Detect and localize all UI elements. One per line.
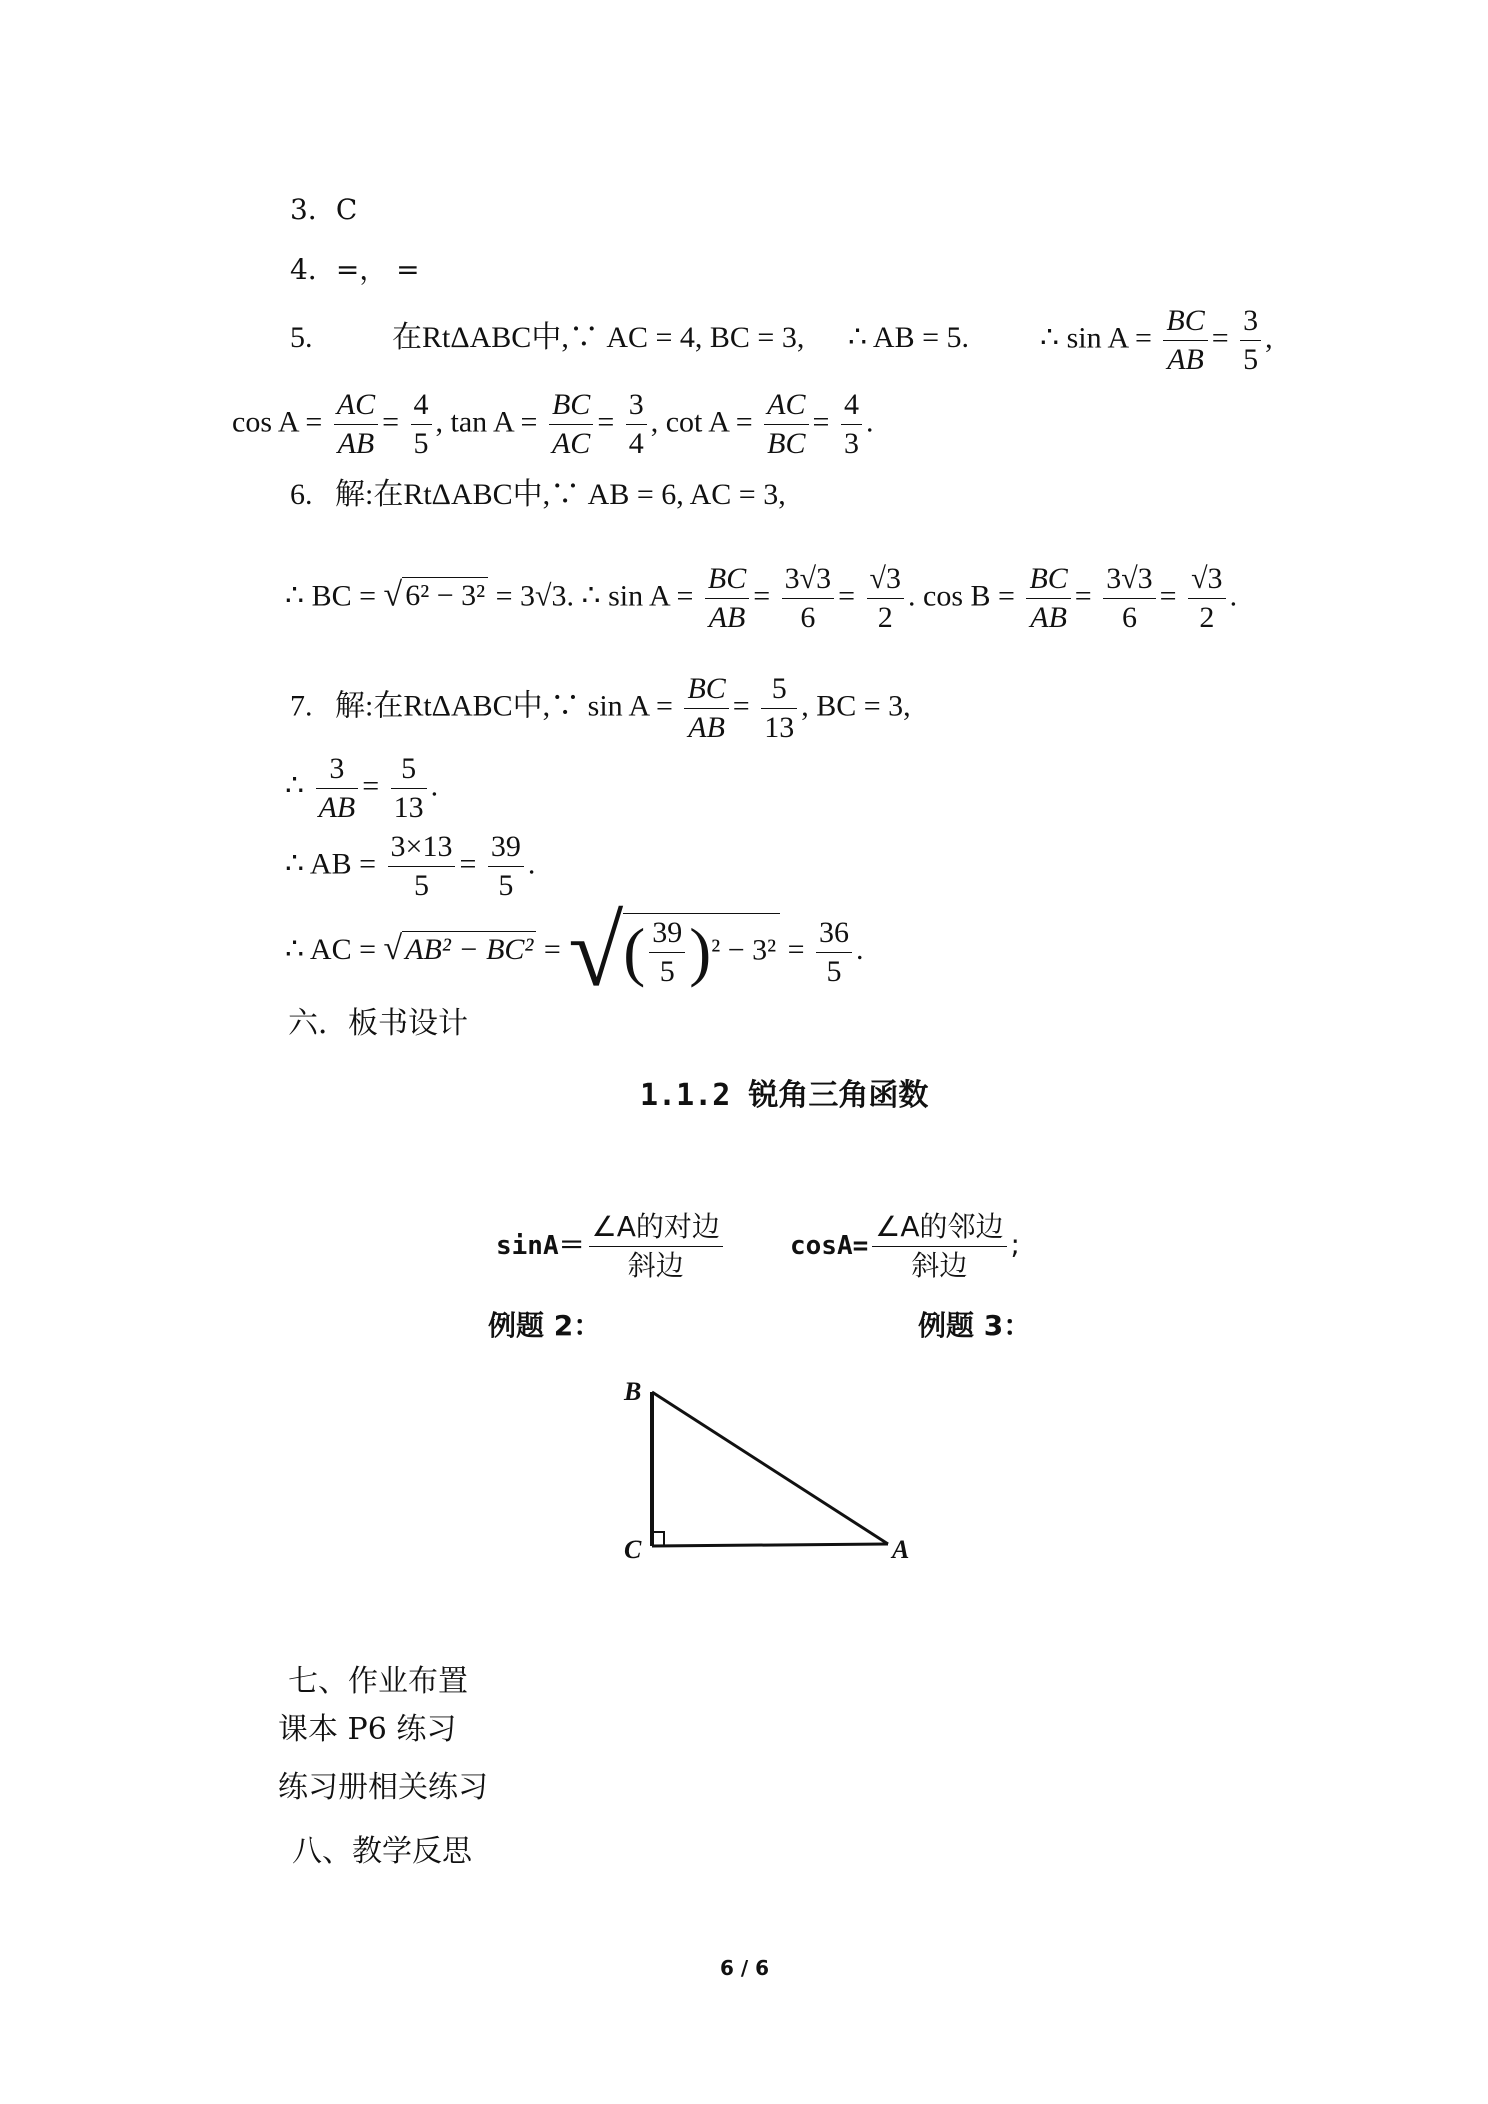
board-title: 1.1.2 锐角三角函数	[640, 1078, 929, 1113]
denominator: 5	[413, 869, 429, 902]
board-sin	[496, 1208, 727, 1285]
denominator: 斜边	[627, 1249, 684, 1282]
example-3-label: 例题 3：	[918, 1309, 1032, 1342]
fraction	[1163, 302, 1207, 379]
numerator: ∠A的对边	[589, 1208, 723, 1247]
numerator: 4	[841, 386, 862, 425]
fraction	[626, 386, 647, 463]
denominator: 斜边	[911, 1249, 968, 1282]
denominator: AB	[318, 791, 356, 824]
numerator: BC	[549, 386, 593, 425]
denominator: BC	[767, 427, 806, 460]
numerator: BC	[705, 560, 749, 599]
side-ca	[652, 1544, 888, 1546]
right-triangle-diagram	[610, 1368, 930, 1568]
answer-3: 3．C	[290, 193, 358, 226]
fraction	[867, 560, 904, 637]
numerator: BC	[1026, 560, 1070, 599]
denominator: 5	[659, 955, 675, 988]
intro-end: , BC = 3,	[801, 689, 911, 723]
section-6-heading: 六．板书设计	[288, 1006, 468, 1041]
numerator: 4	[411, 386, 432, 425]
denominator: 5	[413, 427, 429, 460]
denominator: 4	[628, 427, 644, 460]
cos-prefix: . cos B =	[908, 579, 1015, 613]
denominator: 2	[877, 601, 893, 634]
sin-label: sinA＝	[496, 1231, 585, 1261]
answer-5-number: 5.	[290, 321, 313, 354]
denominator: 5	[826, 954, 842, 988]
numerator: BC	[1163, 302, 1207, 341]
fraction	[1240, 302, 1261, 379]
answer-7-step3: ∴ AC = √ AB² − BC² = √( $\frac{39}{5}$ )² − 3² = $\frac{36}{5}$ .	[285, 896, 864, 1007]
numerator: 39	[488, 828, 524, 867]
right-paren-icon: )	[689, 915, 712, 989]
fraction	[1103, 560, 1155, 637]
fraction	[684, 670, 728, 747]
fraction	[782, 560, 834, 637]
page-number: 6 / 6	[720, 1956, 770, 1980]
fraction	[764, 386, 808, 463]
fraction	[761, 670, 797, 747]
answer-6-number: 6.	[290, 478, 313, 511]
denominator: 6	[1121, 601, 1137, 634]
fraction	[816, 914, 852, 991]
homework-item-2: 练习册相关练习	[278, 1770, 488, 1805]
denominator: AB	[708, 601, 746, 634]
numerator: 3×13	[388, 828, 456, 867]
answer-5-ab: ∴ AB = 5.	[848, 321, 970, 354]
radicand: AB² − BC²	[402, 931, 536, 968]
side-ab	[652, 1392, 888, 1544]
numerator: BC	[684, 670, 728, 709]
tan-prefix: , tan A =	[435, 405, 538, 439]
fraction	[391, 750, 427, 827]
answer-6-intro	[290, 475, 786, 515]
numerator: 3	[1240, 302, 1261, 341]
semicolon: ;	[1010, 1228, 1020, 1261]
answer-6-solution: ∴ BC = √ 6² − 3² = 3√3. ∴ sin A = $\frac{BC}{AB}$ = $\frac{3√3}{6}$ = $\frac{√3}{2}$ . cos B = $\frac{BC}{AB}$ = $\frac{3√3}{6}$ = $\frac{√3}{2}$ .	[285, 560, 1237, 637]
fraction	[388, 828, 456, 905]
vertex-a-label: A	[892, 1535, 910, 1564]
fraction	[589, 1208, 723, 1285]
cos-label: cosA=	[790, 1231, 869, 1261]
numerator: √3	[1188, 560, 1225, 599]
numerator: AC	[764, 386, 808, 425]
denominator: AB	[337, 427, 375, 460]
denominator: 6	[800, 601, 816, 634]
answer-5-intro: 在RtΔABC中,∵ AC = 4, BC = 3,	[392, 321, 805, 354]
sqrt-icon: √	[568, 896, 624, 1007]
denominator: AC	[551, 427, 591, 460]
section-7-heading: 七、作业布置	[288, 1664, 468, 1699]
numerator: AC	[334, 386, 378, 425]
fraction	[316, 750, 359, 827]
answer-5-ratios: cos A = $\frac{AC}{AB}$ = $\frac{4}{5}$ , tan A = $\frac{BC}{AC}$ = $\frac{3}{4}$ , cot A = $\frac{AC}{BC}$ = $\frac{4}{3}$ .	[232, 386, 873, 463]
cos-prefix: cos A =	[232, 405, 323, 439]
answer-7-text: 解:在RtΔABC中,∵ sin A =	[335, 689, 673, 723]
denominator: AB	[688, 711, 725, 744]
left-paren-icon: (	[623, 915, 646, 989]
section-8-heading: 八、教学反思	[292, 1834, 472, 1869]
numerator: 3	[626, 386, 647, 425]
numerator: 3√3	[1103, 560, 1155, 599]
board-cos	[790, 1208, 1020, 1285]
sqrt-icon: √	[383, 576, 403, 614]
sqrt-icon: √	[383, 929, 403, 967]
fraction	[1188, 560, 1225, 637]
numerator: 36	[816, 914, 852, 953]
radicand: 6² − 3²	[402, 577, 488, 614]
ab-prefix: ∴ AB =	[285, 847, 377, 881]
answer-5-sin: ∴ sin A = $\frac{BC}{AB}$ = $\frac{3}{5}$ ,	[1040, 302, 1273, 379]
numerator: ∠A的邻边	[872, 1208, 1006, 1247]
denominator: AB	[1030, 601, 1067, 634]
numerator: 3	[316, 750, 359, 789]
denominator: 2	[1199, 601, 1215, 634]
fraction	[872, 1208, 1006, 1285]
denominator: 13	[393, 791, 424, 824]
sin-prefix: ∴ sin A =	[581, 579, 694, 613]
bc-prefix: ∴ BC =	[285, 579, 377, 613]
fraction	[649, 914, 685, 991]
answer-4: 4．=， =	[290, 253, 420, 286]
denominator: 5	[1243, 343, 1259, 376]
fraction	[411, 386, 432, 463]
fraction	[705, 560, 749, 637]
vertex-b-label: B	[624, 1377, 642, 1406]
answer-7-intro: 7. 解:在RtΔABC中,∵ sin A = $\frac{BC}{AB}$ = $\frac{5}{13}$ , BC = 3,	[290, 670, 911, 747]
answer-7-number: 7.	[290, 689, 313, 723]
radicand-large	[623, 913, 780, 991]
numerator: 5	[761, 670, 797, 709]
fraction	[1026, 560, 1070, 637]
answer-7-step2: ∴ AB = $\frac{3\times 13}{5}$ = $\frac{39}{5}$ .	[285, 828, 535, 905]
answer-7-step1: ∴ $\frac{3}{AB}$ = $\frac{5}{13}$ .	[285, 750, 438, 827]
therefore: ∴	[285, 769, 305, 803]
answer-6-text: 解:在RtΔABC中,∵ AB = 6, AC = 3,	[335, 478, 786, 511]
fraction	[488, 828, 524, 905]
homework-item-1: 课本 P6 练习	[278, 1712, 457, 1747]
numerator: 3√3	[782, 560, 834, 599]
cot-prefix: , cot A =	[650, 405, 753, 439]
period: .	[1229, 579, 1238, 613]
fraction	[549, 386, 593, 463]
vertex-c-label: C	[624, 1535, 642, 1564]
fraction	[841, 386, 862, 463]
ac-prefix: ∴ AC =	[285, 932, 377, 966]
example-2-label: 例题 2：	[488, 1309, 602, 1342]
denominator: AB	[1167, 343, 1204, 376]
denominator: 13	[764, 711, 795, 744]
radicand-rest: ² − 3²	[711, 933, 777, 967]
sin-prefix: ∴ sin A =	[1040, 321, 1152, 355]
bc-value: = 3√3.	[495, 579, 575, 613]
fraction	[334, 386, 378, 463]
numerator: √3	[867, 560, 904, 599]
numerator: 39	[649, 914, 685, 953]
numerator: 5	[391, 750, 427, 789]
denominator: 3	[843, 427, 859, 460]
denominator: 5	[498, 869, 514, 902]
